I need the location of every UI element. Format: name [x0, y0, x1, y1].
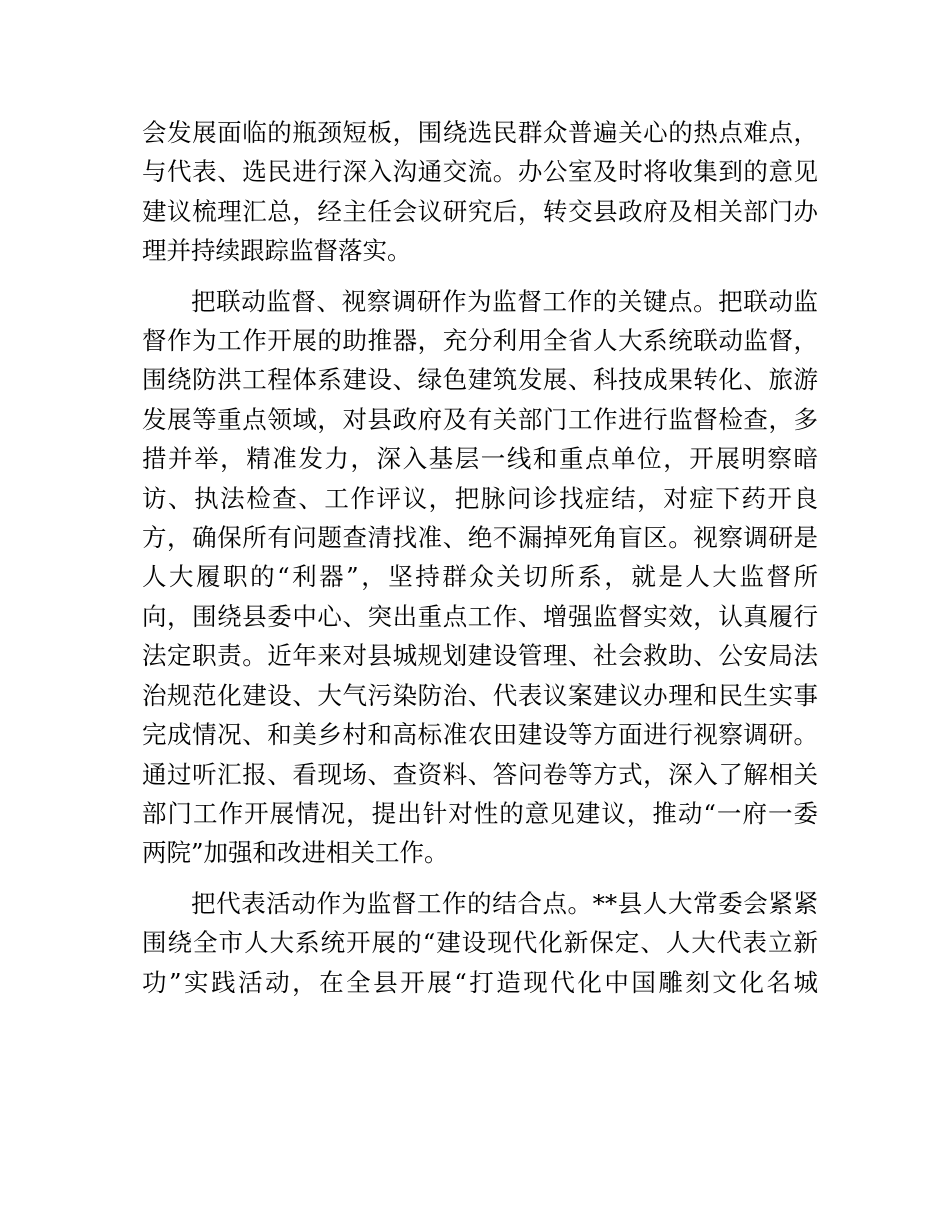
text-line: 会发展面临的瓶颈短板，围绕选民群众普遍关心的热点难点，	[142, 118, 818, 147]
text-line: 人大履职的“利器”，坚持群众关切所系，就是人大监督所	[142, 562, 818, 592]
text-line: 向，围绕县委中心、突出重点工作、增强监督实效，认真履行	[142, 601, 818, 631]
text-line: 功”实践活动，在全县开展“打造现代化中国雕刻文化名城	[142, 967, 818, 997]
paragraph-1	[142, 113, 818, 271]
text-line: 部门工作开展情况，提出针对性的意见建议，推动“一府一委	[142, 798, 818, 828]
paragraph-3	[142, 884, 818, 1002]
text-line: 督作为工作开展的助推器，充分利用全省人大系统联动监督，	[142, 326, 818, 356]
text-line: 法定职责。近年来对县城规划建设管理、社会救助、公安局法	[142, 641, 818, 671]
text-line: 理并持续跟踪监督落实。	[142, 236, 412, 266]
text-line: 发展等重点领域，对县政府及有关部门工作进行监督检查，多	[142, 404, 818, 434]
text-line: 把联动监督、视察调研作为监督工作的关键点。把联动监	[191, 286, 818, 316]
text-line: 访、执法检查、工作评议，把脉问诊找症结，对症下药开良	[142, 483, 818, 513]
text-line: 治规范化建设、大气污染防治、代表议案建议办理和民生实事	[142, 680, 818, 710]
document-body	[142, 113, 818, 1002]
paragraph-2	[142, 282, 818, 873]
text-line: 措并举，精准发力，深入基层一线和重点单位，开展明察暗	[142, 444, 818, 474]
text-line: 围绕防洪工程体系建设、绿色建筑发展、科技成果转化、旅游	[142, 365, 818, 395]
text-line: 方，确保所有问题查清找准、绝不漏掉死角盲区。视察调研是	[142, 523, 818, 553]
text-line: 通过听汇报、看现场、查资料、答问卷等方式，深入了解相关	[142, 759, 818, 789]
text-line: 两院”加强和改进相关工作。	[142, 838, 449, 868]
text-line: 建议梳理汇总，经主任会议研究后，转交县政府及相关部门办	[142, 196, 818, 226]
text-line: 围绕全市人大系统开展的“建设现代化新保定、人大代表立新	[142, 928, 818, 958]
text-line: 把代表活动作为监督工作的结合点。**县人大常委会紧紧	[191, 888, 818, 918]
text-line: 与代表、选民进行深入沟通交流。办公室及时将收集到的意见	[142, 157, 818, 187]
text-line: 完成情况、和美乡村和高标准农田建设等方面进行视察调研。	[142, 720, 818, 750]
